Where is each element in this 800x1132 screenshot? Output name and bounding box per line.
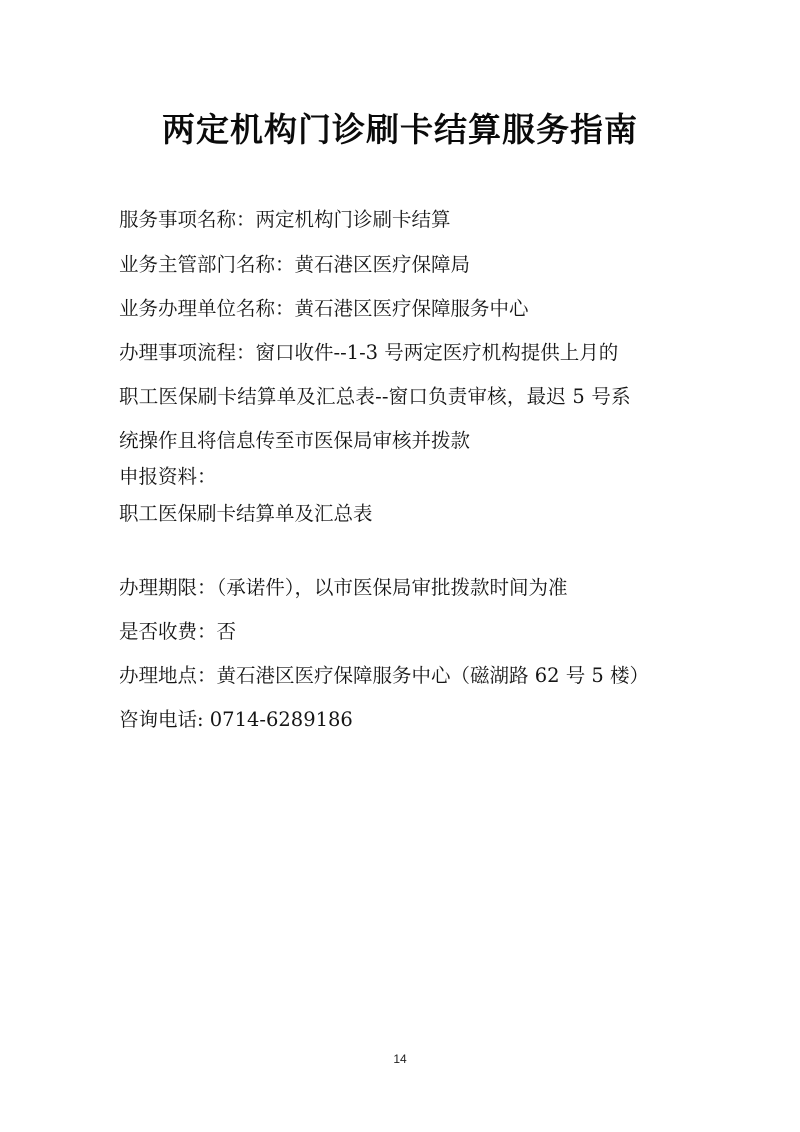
page-number: 14 <box>393 1052 407 1066</box>
materials-heading: 申报资料： <box>119 465 217 488</box>
time-limit: 办理期限：（承诺件），以市医保局审批拨款时间为准 <box>119 576 568 599</box>
page-title: 两定机构门诊刷卡结算服务指南 <box>162 110 638 149</box>
process-line-1: 办理事项流程：窗口收件--1-3 号两定医疗机构提供上月的 <box>119 341 619 364</box>
process-line-2: 职工医保刷卡结算单及汇总表--窗口负责审核，最迟 5 号系 <box>119 385 631 408</box>
process-line-3: 统操作且将信息传至市医保局审核并拨款 <box>119 429 471 452</box>
materials-item: 职工医保刷卡结算单及汇总表 <box>119 502 373 525</box>
service-item-name: 服务事项名称：两定机构门诊刷卡结算 <box>119 208 451 231</box>
handling-unit-name: 业务办理单位名称：黄石港区医疗保障服务中心 <box>119 297 529 320</box>
fee-info: 是否收费：否 <box>119 620 237 643</box>
location-info: 办理地点：黄石港区医疗保障服务中心（磁湖路 62 号 5 楼） <box>119 664 650 687</box>
department-name: 业务主管部门名称：黄石港区医疗保障局 <box>119 253 471 276</box>
contact-phone: 咨询电话: 0714-6289186 <box>119 708 353 731</box>
